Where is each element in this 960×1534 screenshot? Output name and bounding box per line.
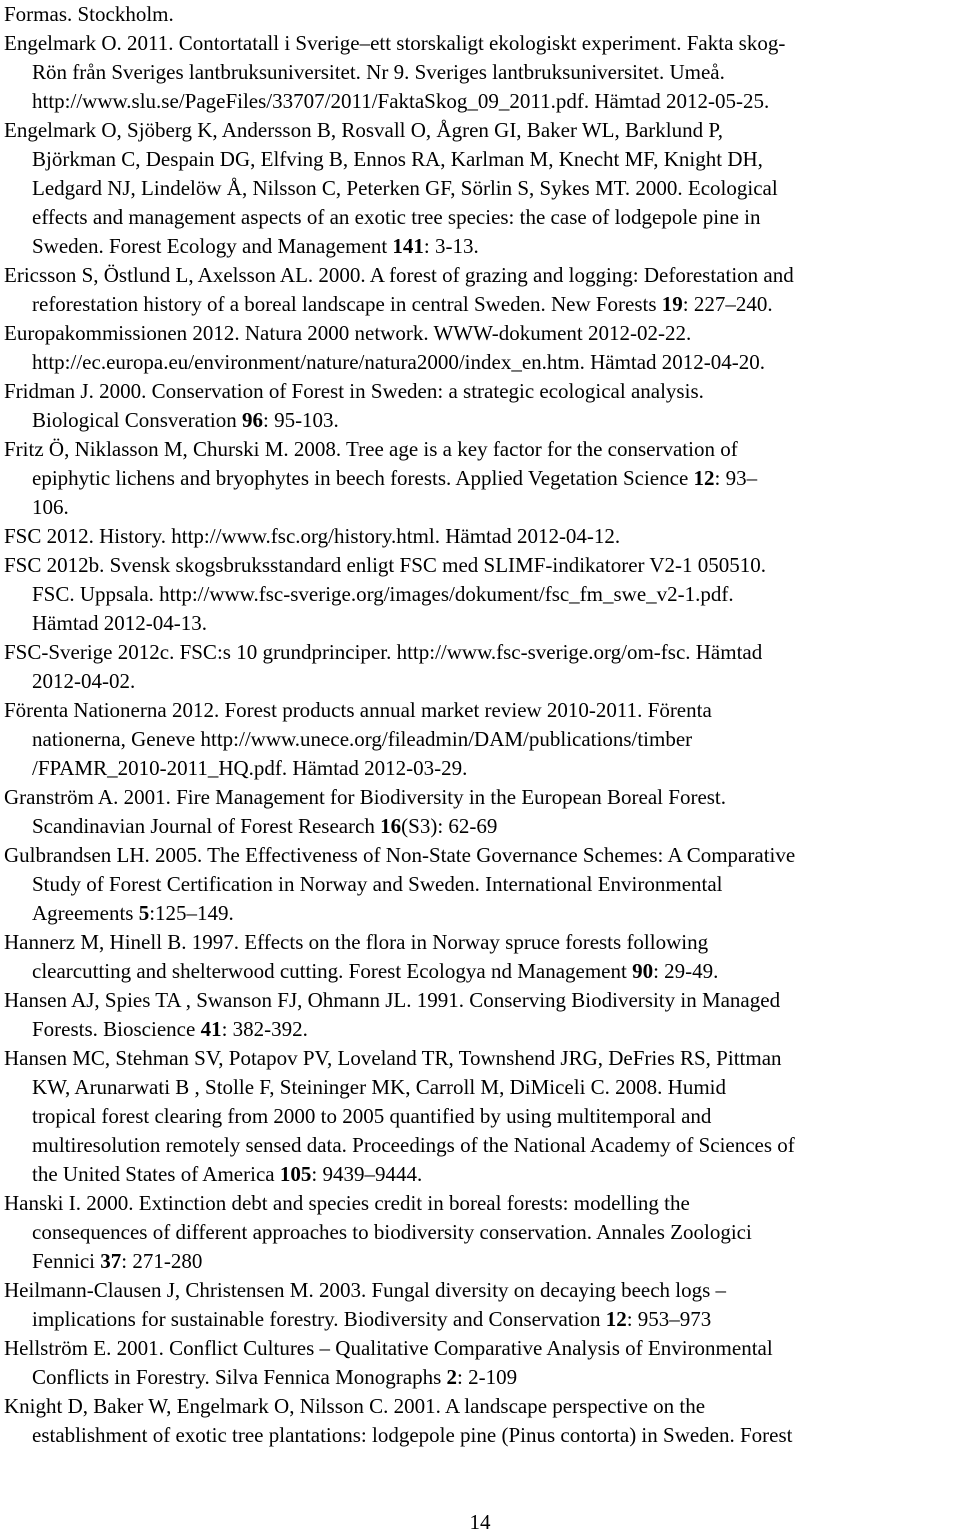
reference-line: nationerna, Geneve http://www.unece.org/fileadmin/DAM/publications/timber — [32, 727, 693, 751]
reference-entry — [4, 1276, 958, 1334]
reference-line: http://ec.europa.eu/environment/nature/natura2000/index_en.htm. Hämtad 2012-04-20. — [32, 350, 766, 374]
reference-entry — [4, 928, 958, 986]
reference-line: Hansen AJ, Spies TA , Swanson FJ, Ohmann JL. 1991. Conserving Biodiversity in Managed — [4, 988, 781, 1012]
reference-line: multiresolution remotely sensed data. Proceedings of the National Academy of Sciences of — [32, 1133, 795, 1157]
reference-entry — [4, 986, 958, 1044]
reference-entry — [4, 377, 958, 435]
reference-line: Fridman J. 2000. Conservation of Forest in Sweden: a strategic ecological analysis. — [4, 379, 704, 403]
reference-line: FSC 2012. History. http://www.fsc.org/history.html. Hämtad 2012-04-12. — [4, 524, 621, 548]
reference-line: Ericsson S, Östlund L, Axelsson AL. 2000. A forest of grazing and logging: Deforestation and — [4, 263, 794, 287]
reference-line: Fritz Ö, Niklasson M, Churski M. 2008. Tree age is a key factor for the conservation of — [4, 437, 738, 461]
reference-line: implications for sustainable forestry. Biodiversity and Conservation 12: 953–973 — [32, 1307, 712, 1331]
reference-entry — [4, 0, 958, 29]
reference-line: Engelmark O. 2011. Contortatall i Sverige–ett storskaligt ekologiskt experiment. Fakta skog- — [4, 31, 786, 55]
page-number: 14 — [469, 1510, 491, 1534]
reference-entry — [4, 29, 958, 116]
reference-line: 2012-04-02. — [32, 669, 136, 693]
reference-line: clearcutting and shelterwood cutting. Forest Ecologya nd Management 90: 29-49. — [32, 959, 719, 983]
reference-entry — [4, 319, 958, 377]
reference-entry — [4, 1044, 958, 1189]
reference-line: establishment of exotic tree plantations: lodgepole pine (Pinus contorta) in Sweden. Forest — [32, 1423, 793, 1447]
reference-line: http://www.slu.se/PageFiles/33707/2011/FaktaSkog_09_2011.pdf. Hämtad 2012-05-25. — [32, 89, 770, 113]
reference-line: Hämtad 2012-04-13. — [32, 611, 207, 635]
reference-line: Björkman C, Despain DG, Elfving B, Ennos RA, Karlman M, Knecht MF, Knight DH, — [32, 147, 763, 171]
reference-line: Forests. Bioscience 41: 382-392. — [32, 1017, 308, 1041]
reference-line: reforestation history of a boreal landscape in central Sweden. New Forests 19: 227–240. — [32, 292, 773, 316]
reference-line: Granström A. 2001. Fire Management for Biodiversity in the European Boreal Forest. — [4, 785, 727, 809]
reference-line: Agreements 5:125–149. — [32, 901, 234, 925]
reference-line: Hannerz M, Hinell B. 1997. Effects on the flora in Norway spruce forests following — [4, 930, 709, 954]
reference-line: epiphytic lichens and bryophytes in beech forests. Applied Vegetation Science 12: 93– — [32, 466, 758, 490]
reference-line: Hellström E. 2001. Conflict Cultures – Qualitative Comparative Analysis of Environmental — [4, 1336, 773, 1360]
reference-line: Study of Forest Certification in Norway and Sweden. International Environmental — [32, 872, 723, 896]
reference-entry — [4, 1392, 958, 1450]
reference-line: the United States of America 105: 9439–9444. — [32, 1162, 423, 1186]
reference-line: consequences of different approaches to biodiversity conservation. Annales Zoologici — [32, 1220, 752, 1244]
reference-entry — [4, 696, 958, 783]
reference-line: 106. — [32, 495, 69, 519]
reference-line: Hanski I. 2000. Extinction debt and species credit in boreal forests: modelling the — [4, 1191, 690, 1215]
reference-line: Förenta Nationerna 2012. Forest products annual market review 2010-2011. Förenta — [4, 698, 712, 722]
reference-entry — [4, 638, 958, 696]
reference-entry — [4, 261, 958, 319]
reference-line: /FPAMR_2010-2011_HQ.pdf. Hämtad 2012-03-29. — [32, 756, 468, 780]
reference-line: FSC 2012b. Svensk skogsbruksstandard enligt FSC med SLIMF-indikatorer V2-1 050510. — [4, 553, 767, 577]
reference-line: Europakommissionen 2012. Natura 2000 network. WWW-dokument 2012-02-22. — [4, 321, 692, 345]
reference-line: Engelmark O, Sjöberg K, Andersson B, Rosvall O, Ågren GI, Baker WL, Barklund P, — [4, 118, 723, 142]
reference-line: Ledgard NJ, Lindelöw Å, Nilsson C, Peterken GF, Sörlin S, Sykes MT. 2000. Ecological — [32, 176, 778, 200]
reference-entry — [4, 551, 958, 638]
reference-entry — [4, 522, 958, 551]
reference-line: Hansen MC, Stehman SV, Potapov PV, Loveland TR, Townshend JRG, DeFries RS, Pittman — [4, 1046, 782, 1070]
reference-line: Knight D, Baker W, Engelmark O, Nilsson C. 2001. A landscape perspective on the — [4, 1394, 706, 1418]
reference-line: Scandinavian Journal of Forest Research 16(S3): 62-69 — [32, 814, 498, 838]
reference-entry — [4, 783, 958, 841]
reference-line: Sweden. Forest Ecology and Management 141: 3-13. — [32, 234, 479, 258]
reference-line: FSC-Sverige 2012c. FSC:s 10 grundprinciper. http://www.fsc-sverige.org/om-fsc. Hämtad — [4, 640, 763, 664]
reference-entry — [4, 116, 958, 261]
reference-line: effects and management aspects of an exotic tree species: the case of lodgepole pine in — [32, 205, 761, 229]
reference-line: Gulbrandsen LH. 2005. The Effectiveness of Non-State Governance Schemes: A Comparative — [4, 843, 796, 867]
reference-line: Rön från Sveriges lantbruksuniversitet. Nr 9. Sveriges lantbruksuniversitet. Umeå. — [32, 60, 725, 84]
reference-line: tropical forest clearing from 2000 to 2005 quantified by using multitemporal and — [32, 1104, 712, 1128]
reference-line: Fennici 37: 271-280 — [32, 1249, 203, 1273]
reference-line: Formas. Stockholm. — [4, 2, 174, 26]
reference-line: Biological Consveration 96: 95-103. — [32, 408, 339, 432]
reference-entry — [4, 1334, 958, 1392]
reference-line: Heilmann-Clausen J, Christensen M. 2003. Fungal diversity on decaying beech logs – — [4, 1278, 727, 1302]
reference-line: FSC. Uppsala. http://www.fsc-sverige.org/images/dokument/fsc_fm_swe_v2-1.pdf. — [32, 582, 734, 606]
reference-line: KW, Arunarwati B , Stolle F, Steininger MK, Carroll M, DiMiceli C. 2008. Humid — [32, 1075, 727, 1099]
reference-entry — [4, 1189, 958, 1276]
reference-entry — [4, 841, 958, 928]
reference-line: Conflicts in Forestry. Silva Fennica Monographs 2: 2-109 — [32, 1365, 518, 1389]
reference-entry — [4, 435, 958, 522]
